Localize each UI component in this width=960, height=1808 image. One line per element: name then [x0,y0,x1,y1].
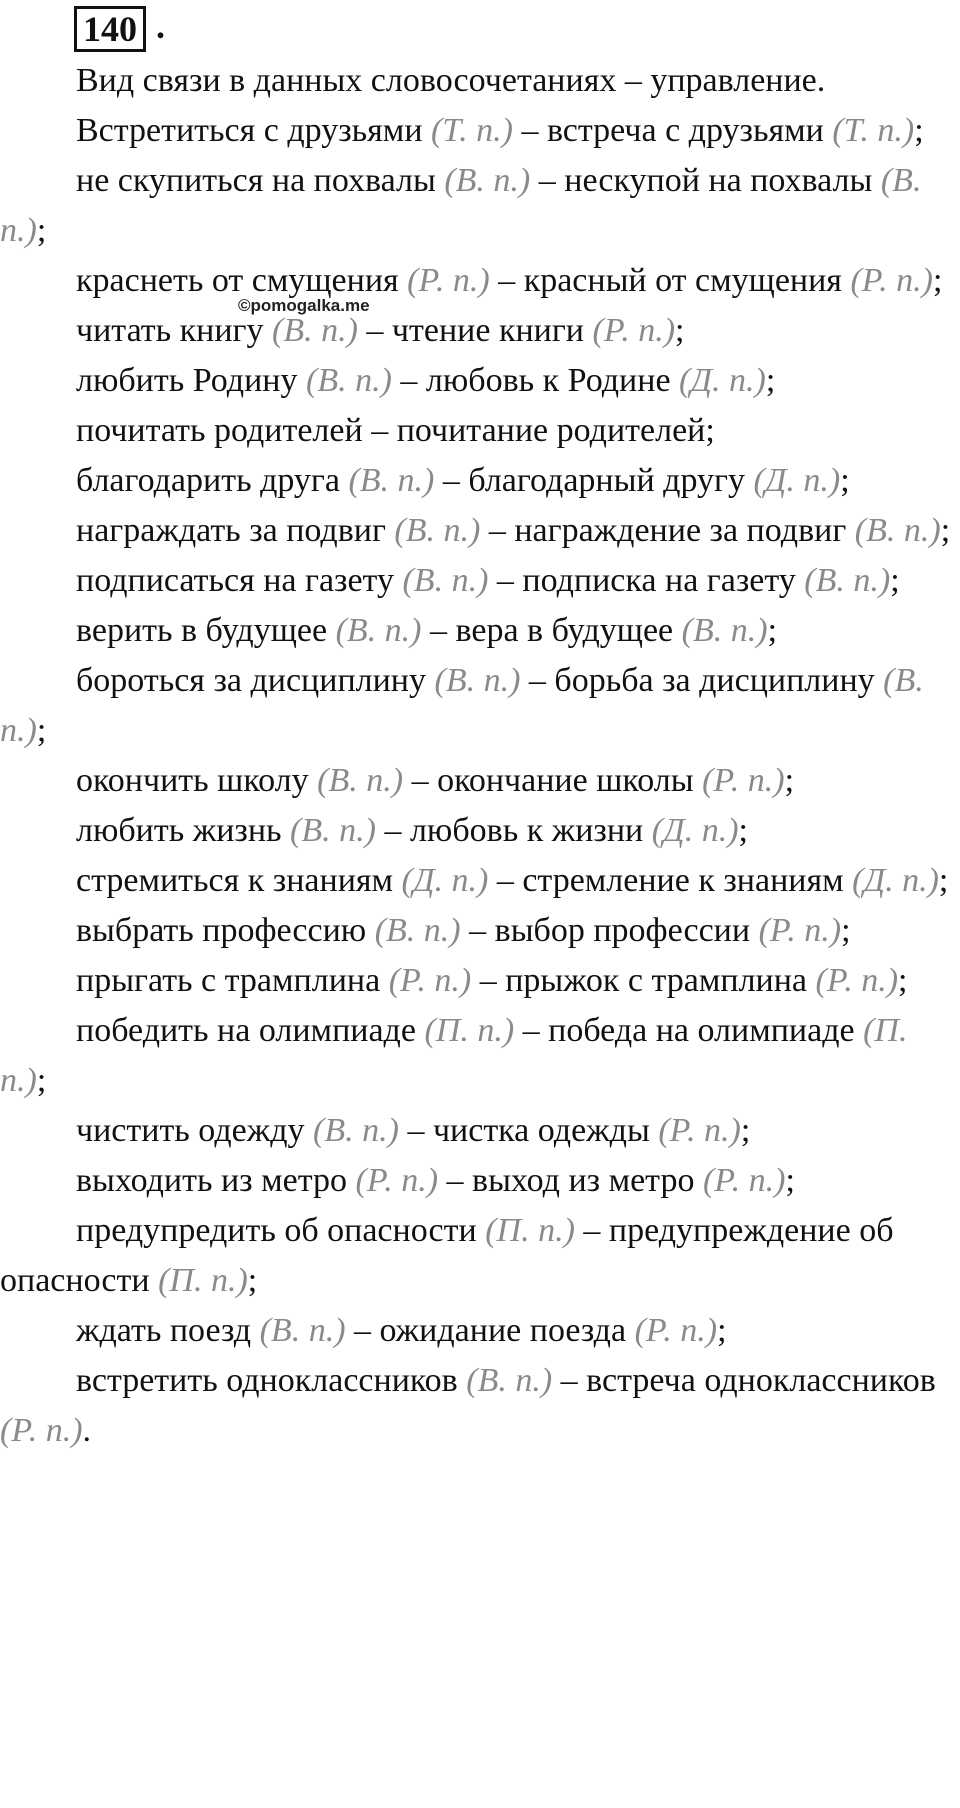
phrase-pair: благодарить друга (В. п.) – благодарный другу (Д. п.); [76,462,850,499]
case-label: (В. п.) [306,362,392,399]
verb-phrase: благодарить друга [76,462,340,499]
punctuation: ; [36,1062,47,1099]
phrase-pair: любить жизнь (В. п.) – любовь к жизни (Д. п.); [76,812,748,849]
verb-phrase: любить Родину [76,362,298,399]
case-label: (В. п.) [804,562,891,599]
case-label: (Т. п.) [832,112,915,149]
phrase-pair: выбрать профессию (В. п.) – выбор профессии (Р. п.); [76,912,851,949]
noun-phrase: чистка одежды [432,1112,650,1149]
verb-phrase: стремиться к знаниям [76,862,394,899]
verb-phrase: подписаться на газету [76,562,394,599]
punctuation: ; [767,612,778,649]
punctuation: ; [36,712,47,749]
case-label: (Р. п.) [592,312,676,349]
punctuation: ; [738,812,748,849]
verb-phrase: верить в будущее [76,612,328,649]
phrase-pair: победить на олимпиаде (П. п.) – победа на олимпиаде (П. п.); [0,1012,908,1099]
verb-phrase: выходить из метро [76,1162,347,1199]
case-label: (В. п.) [348,462,435,499]
case-label: (Р. п.) [355,1162,439,1199]
noun-phrase: почитание родителей [396,412,706,449]
noun-phrase: нескупой на похвалы [564,162,873,199]
exercise-number-box [74,6,146,52]
punctuation: ; [705,412,715,449]
watermark: ©pomogalka.me [238,296,370,315]
phrase-pair: чистить одежду (В. п.) – чистка одежды (Р. п.); [76,1112,751,1149]
case-label: (П. п.) [0,1012,908,1099]
case-label: (В. п.) [313,1112,399,1149]
punctuation: ; [36,212,47,249]
verb-phrase: краснеть от смущения [76,262,399,299]
phrase-pair: любить Родину (В. п.) – любовь к Родине (Д. п.); [76,362,776,399]
punctuation: ; [247,1262,258,1299]
case-label: (В. п.) [259,1312,346,1349]
case-label: (Р. п.) [702,1162,786,1199]
exercise-number: 140 [83,9,137,49]
phrase-pair: прыгать с трамплина (Р. п.) – прыжок с трамплина (Р. п.); [76,962,908,999]
noun-phrase: победа на олимпиаде [548,1012,855,1049]
punctuation: ; [841,912,851,949]
phrase-pair: подписаться на газету (В. п.) – подписка на газету (В. п.); [76,562,900,599]
noun-phrase: встреча с друзьями [546,112,824,149]
exercise-number-dot: . [156,6,165,46]
phrase-pair: встретить одноклассников (В. п.) – встреча одноклассников (Р. п.). [0,1362,936,1449]
phrase-pair: стремиться к знаниям (Д. п.) – стремление к знаниям (Д. п.); [76,862,949,899]
case-label: (В. п.) [290,812,376,849]
case-label: (Р. п.) [658,1112,741,1149]
case-label: (Д. п.) [679,362,766,399]
case-label: (П. п.) [485,1212,575,1249]
phrase-pair: почитать родителей – почитание родителей; [76,412,715,449]
case-label: (В. п.) [374,912,461,949]
verb-phrase: чистить одежду [76,1112,305,1149]
noun-phrase: выход из метро [472,1162,695,1199]
noun-phrase: любовь к жизни [409,812,644,849]
punctuation: ; [932,262,943,299]
case-label: (Д. п.) [753,462,841,499]
verb-phrase: окончить школу [76,762,309,799]
phrase-pair: не скупиться на похвалы (В. п.) – нескупой на похвалы (В. п.); [0,162,922,249]
phrase-pair: Встретиться с друзьями (Т. п.) – встреча с друзьями (Т. п.); [76,112,924,149]
noun-phrase: встреча одноклассников [586,1362,936,1399]
case-label: (Р. п.) [815,962,899,999]
noun-phrase: выбор профессии [494,912,751,949]
phrase-pair: краснеть от смущения (Р. п.) – красный от смущения (Р. п.); [76,262,943,299]
case-label: (В. п.) [317,762,404,799]
case-label: (В. п.) [444,162,531,199]
phrase-pair: ждать поезд (В. п.) – ожидание поезда (Р. п.); [76,1312,727,1349]
verb-phrase: читать книгу [76,312,264,349]
case-label: (Д. п.) [651,812,739,849]
noun-phrase: предупреждение об опасности [0,1212,894,1299]
verb-phrase: награждать за подвиг [76,512,386,549]
case-label: (В. п.) [681,612,768,649]
case-label: (В. п.) [272,312,358,349]
case-label: (В. п.) [0,162,922,249]
intro-sentence: Вид связи в данных словосочетаниях – управление. [76,62,826,99]
noun-phrase: ожидание поезда [379,1312,627,1349]
verb-phrase: победить на олимпиаде [76,1012,416,1049]
case-label: (В. п.) [0,662,924,749]
phrase-pair: выходить из метро (Р. п.) – выход из метро (Р. п.); [76,1162,795,1199]
case-label: (Р. п.) [758,912,842,949]
punctuation: ; [840,462,850,499]
verb-phrase: выбрать профессию [76,912,367,949]
punctuation: ; [717,1312,727,1349]
phrase-pair: награждать за подвиг (В. п.) – награждение за подвиг (В. п.); [76,512,951,549]
case-label: (В. п.) [854,512,941,549]
punctuation: . [82,1412,92,1449]
case-label: (Р. п.) [407,262,490,299]
phrase-pair: верить в будущее (В. п.) – вера в будущее (В. п.); [76,612,778,649]
punctuation: ; [940,512,951,549]
verb-phrase: бороться за дисциплину [76,662,426,699]
case-label: (В. п.) [466,1362,553,1399]
verb-phrase: не скупиться на похвалы [76,162,436,199]
case-label: (В. п.) [394,512,481,549]
noun-phrase: благодарный другу [468,462,745,499]
phrase-pair: предупредить об опасности (П. п.) – предупреждение об опасности (П. п.); [0,1212,894,1299]
verb-phrase: встретить одноклассников [76,1362,458,1399]
punctuation: ; [765,362,776,399]
noun-phrase: красный от смущения [523,262,842,299]
case-label: (Д. п.) [401,862,489,899]
case-label: (П. п.) [424,1012,515,1049]
noun-phrase: любовь к Родине [425,362,671,399]
verb-phrase: любить жизнь [76,812,282,849]
case-label: (Р. п.) [850,262,933,299]
punctuation: ; [914,112,924,149]
noun-phrase: подписка на газету [522,562,796,599]
case-label: (П. п.) [158,1262,248,1299]
case-label: (В. п.) [402,562,489,599]
noun-phrase: прыжок с трамплина [505,962,808,999]
case-label: (Р. п.) [634,1312,718,1349]
noun-phrase: окончание школы [437,762,694,799]
verb-phrase: Встретиться с друзьями [76,112,423,149]
phrase-pair: читать книгу (В. п.) – чтение книги (Р. п.); [76,312,685,349]
verb-phrase: прыгать с трамплина [76,962,381,999]
verb-phrase: предупредить об опасности [76,1212,477,1249]
noun-phrase: вера в будущее [455,612,674,649]
noun-phrase: стремление к знаниям [522,862,844,899]
punctuation: ; [890,562,900,599]
phrase-list [0,106,960,1456]
case-label: (Д. п.) [852,862,939,899]
case-label: (Р. п.) [0,1412,83,1449]
verb-phrase: почитать родителей [76,412,363,449]
punctuation: ; [784,762,795,799]
noun-phrase: чтение книги [391,312,585,349]
case-label: (Т. п.) [431,112,513,149]
punctuation: ; [675,312,685,349]
punctuation: ; [938,862,949,899]
verb-phrase: ждать поезд [76,1312,252,1349]
phrase-pair: окончить школу (В. п.) – окончание школы (Р. п.); [76,762,795,799]
punctuation: ; [740,1112,751,1149]
case-label: (В. п.) [434,662,521,699]
case-label: (В. п.) [335,612,422,649]
noun-phrase: борьба за дисциплину [554,662,875,699]
phrase-pair: бороться за дисциплину (В. п.) – борьба за дисциплину (В. п.); [0,662,924,749]
punctuation: ; [898,962,908,999]
noun-phrase: награждение за подвиг [514,512,847,549]
case-label: (Р. п.) [702,762,785,799]
case-label: (Р. п.) [388,962,472,999]
punctuation: ; [785,1162,795,1199]
